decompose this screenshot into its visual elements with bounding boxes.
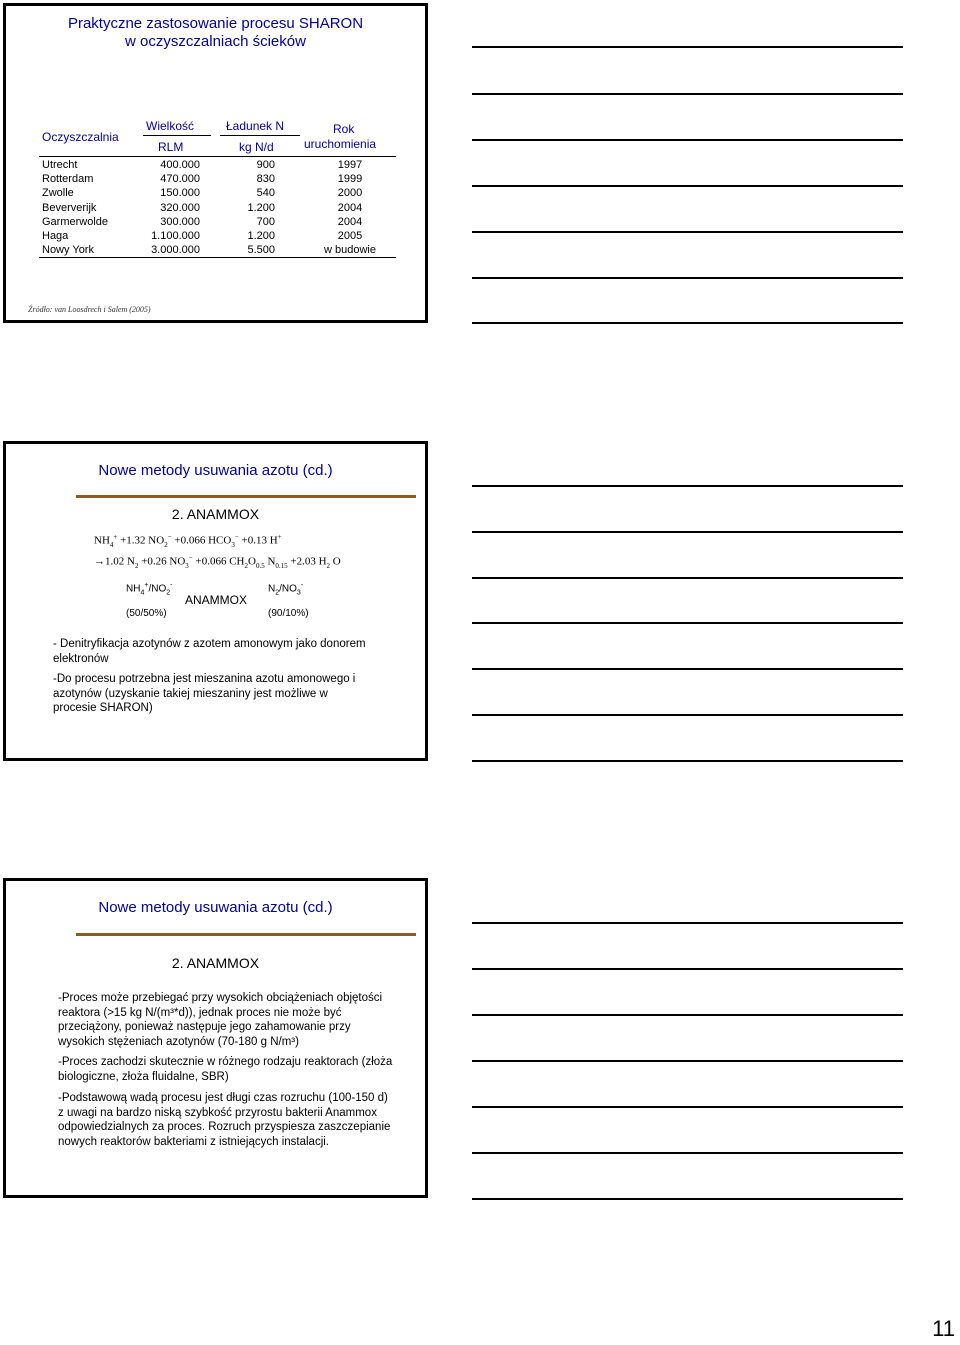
note-line: [472, 93, 903, 95]
note-line: [472, 577, 903, 579]
slide-2-title: Nowe metody usuwania azotu (cd.): [98, 462, 333, 479]
table-cell-plant: Beververijk: [42, 201, 97, 214]
note-line: [472, 46, 903, 48]
table-cell-year: w budowie: [324, 244, 376, 257]
note-line: [472, 531, 903, 533]
table-cell-load: 5.500: [247, 244, 275, 257]
note-line: [472, 1060, 903, 1062]
diagram-output-ions: $N_2/NO_3^-$: [268, 582, 304, 597]
table-cell-year: 2004: [337, 201, 363, 214]
slide-2-paragraph-2: -Do procesu potrzebna jest mieszanina azotu amonowego i azotynów (uzyskanie takiej mieszaniny jest możliwe w procesie SHARON): [53, 673, 356, 714]
slide-2-subtitle: 2. ANAMMOX: [171, 506, 260, 522]
note-line: [472, 714, 903, 716]
table-cell-size: 300.000: [160, 215, 200, 228]
table-cell-year: 1997: [337, 159, 363, 171]
header-rule-load: [220, 135, 300, 136]
diagram-input-ions: $NH_4^+/NO_2^-$: [126, 582, 173, 597]
note-line: [472, 485, 903, 487]
table-cell-size: 3.000.000: [151, 244, 200, 257]
table-cell-load: 1.200: [247, 201, 275, 214]
table-cell-size: 400.000: [160, 159, 200, 171]
header-rule-bottom: [39, 156, 396, 157]
table-cell-load: 1.200: [247, 230, 275, 242]
slide-1-title: [6, 15, 425, 51]
slide-2-paragraph-1: - Denitryfikacja azotynów z azotem amonowym jako donorem elektronów: [53, 638, 366, 665]
reaction-line-2: →1.02 $N_2 +0.26$ $NO_3^- +0.066$ $CH_2O_{0.5}$ $N_{0.15} +2.03$ $H_2$ O: [94, 554, 341, 570]
table-cell-plant: Utrecht: [42, 159, 78, 171]
table-cell-year: 2005: [337, 230, 363, 242]
header-size-unit: RLM: [158, 140, 184, 154]
slide-2: [3, 441, 428, 761]
note-line: [472, 1198, 903, 1200]
table-cell-year: 2004: [337, 215, 363, 228]
table-cell-plant: Haga: [42, 230, 69, 242]
note-line: [472, 1106, 903, 1108]
note-line: [472, 968, 903, 970]
table-cell-plant: Nowy York: [42, 244, 94, 257]
page-number: 11: [932, 1316, 955, 1341]
note-line: [472, 922, 903, 924]
table-cell-load: 900: [256, 159, 275, 171]
note-line: [472, 1014, 903, 1016]
note-line: [472, 1152, 903, 1154]
note-line: [472, 139, 903, 141]
slide-3-paragraph-3: -Podstawową wadą procesu jest długi czas rozruchu (100-150 d) z uwagi na bardzo niską szybkość przyrostu bakterii Anammox odpowiedzialnych za proces. Rozruch przyspiesza zaszczepianie nowych reaktorów bakteriami z istniejących instalacji.: [58, 1092, 391, 1148]
header-year: Rok: [333, 122, 355, 136]
slide-3-paragraph-1: -Proces może przebiegać przy wysokich obciążeniach objętości reaktora (>15 kg N/(m³*d)), jednak proces nie może być przeciążony, ponieważ następuje jego zahamowanie przy wysokich stężeniach azotynów (70-180 g N/m³): [58, 992, 383, 1048]
table-cell-load: 700: [256, 215, 275, 228]
table-cell-year: 1999: [337, 173, 363, 186]
table-cell-size: 1.100.000: [151, 230, 200, 242]
table-cell-plant: Garmerwolde: [42, 215, 109, 228]
reaction-line-1: $NH_4^+ +1.32$ $NO_2^- +0.066$ $HCO_3^- +0.13$ H+: [94, 533, 282, 549]
slide-1-title-line-2: w oczyszczalniach ścieków: [125, 33, 306, 50]
header-load: Ładunek N: [226, 119, 285, 133]
slide-3: [3, 878, 428, 1198]
table-cell-load: 540: [256, 187, 275, 200]
header-load-unit: kg N/d: [239, 140, 274, 154]
table-rule-bottom: [39, 257, 396, 258]
slide-3-subtitle: 2. ANAMMOX: [171, 955, 260, 971]
note-line: [472, 185, 903, 187]
note-line: [472, 277, 903, 279]
source-note: Źródło: van Loosdrech i Salem (2005): [28, 305, 151, 314]
note-line: [472, 622, 903, 624]
table-cell-size: 320.000: [160, 201, 200, 214]
diagram-output-ratio: (90/10%): [268, 608, 309, 619]
header-rule-size: [143, 135, 211, 136]
table-cell-plant: Zwolle: [42, 187, 74, 200]
note-line: [472, 760, 903, 762]
note-line: [472, 668, 903, 670]
slide-3-paragraph-2: -Proces zachodzi skutecznie w różnego rodzaju reaktorach (złoża biologiczne, złoża fluidalne, SBR): [58, 1056, 393, 1083]
table-cell-size: 150.000: [160, 187, 200, 200]
table-cell-size: 470.000: [160, 173, 200, 186]
header-plant: Oczyszczalnia: [42, 130, 119, 144]
diagram-input-ratio: (50/50%): [126, 608, 167, 619]
diagram-process-label: ANAMMOX: [185, 593, 248, 607]
table-cell-year: 2000: [337, 187, 363, 200]
table-cell-plant: Rotterdam: [42, 173, 94, 186]
slide-1-title-line-1: Praktyczne zastosowanie procesu SHARON: [67, 15, 364, 32]
header-year-sub: uruchomienia: [304, 137, 377, 151]
header-size: Wielkość: [146, 119, 195, 133]
title-underline: [76, 495, 416, 498]
slide-3-title: Nowe metody usuwania azotu (cd.): [98, 899, 333, 916]
table-cell-load: 830: [256, 173, 275, 186]
note-line: [472, 231, 903, 233]
note-line: [472, 322, 903, 324]
title-underline: [76, 933, 416, 936]
slide-1: [3, 3, 428, 323]
